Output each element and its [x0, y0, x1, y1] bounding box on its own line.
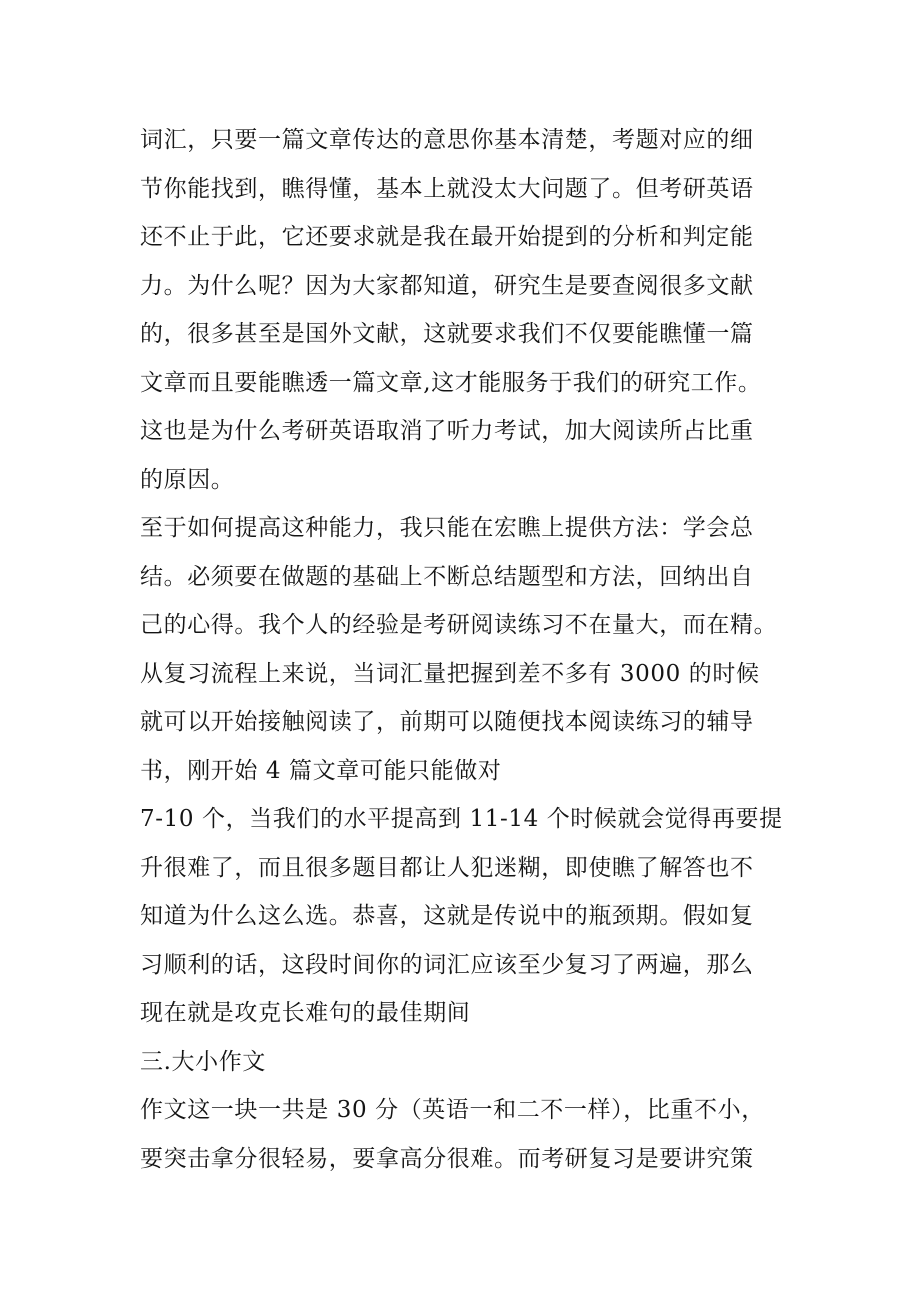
- text-line: 书，刚开始 4 篇文章可能只能做对: [140, 757, 502, 784]
- text-line: 这也是为什么考研英语取消了听力考试，加大阅读所占比重: [140, 418, 754, 444]
- text-line: 还不止于此，它还要求就是我在最开始提到的分析和判定能: [140, 224, 754, 250]
- text-line: 升很难了，而且很多题目都让人犯迷糊，即使瞧了解答也不: [140, 854, 754, 881]
- text-line: 节你能找到，瞧得懂，基本上就没太大问题了。但考研英语: [140, 175, 754, 202]
- text-line: 结。必须要在做题的基础上不断总结题型和方法，回纳出自: [140, 563, 754, 590]
- text-line: 从复习流程上来说，当词汇量把握到差不多有 3000 的时候: [140, 660, 760, 687]
- text-line: 力。为什么呢？因为大家都知道，研究生是要查阅很多文献: [140, 272, 754, 299]
- document-body: [140, 116, 790, 1183]
- section-heading: 三.大小作文: [140, 1048, 266, 1075]
- text-line: 作文这一块一共是 30 分（英语一和二不一样），比重不小，: [140, 1097, 765, 1123]
- text-line: 的原因。: [140, 466, 235, 493]
- text-line: 的，很多甚至是国外文献，这就要求我们不仅要能瞧懂一篇: [140, 321, 754, 347]
- text-line: 己的心得。我个人的经验是考研阅读练习不在量大，而在精。: [140, 612, 778, 638]
- text-line: 习顺利的话，这段时间你的词汇应该至少复习了两遍，那么: [140, 951, 754, 978]
- text-line: 就可以开始接触阅读了，前期可以随便找本阅读练习的辅导: [140, 709, 754, 735]
- text-line: 知道为什么这么选。恭喜，这就是传说中的瓶颈期。假如复: [140, 903, 754, 929]
- text-line: 至于如何提高这种能力，我只能在宏瞧上提供方法：学会总: [140, 515, 754, 541]
- text-line: 要突击拿分很轻易，要拿高分很难。而考研复习是要讲究策: [140, 1145, 754, 1172]
- text-line: 文章而且要能瞧透一篇文章,这才能服务于我们的研究工作。: [140, 369, 762, 396]
- text-line: 7-10 个，当我们的水平提高到 11-14 个时候就会觉得再要提: [140, 806, 783, 832]
- text-line: 词汇，只要一篇文章传达的意思你基本清楚，考题对应的细: [140, 127, 754, 153]
- text-line: 现在就是攻克长难句的最佳期间: [140, 1000, 471, 1026]
